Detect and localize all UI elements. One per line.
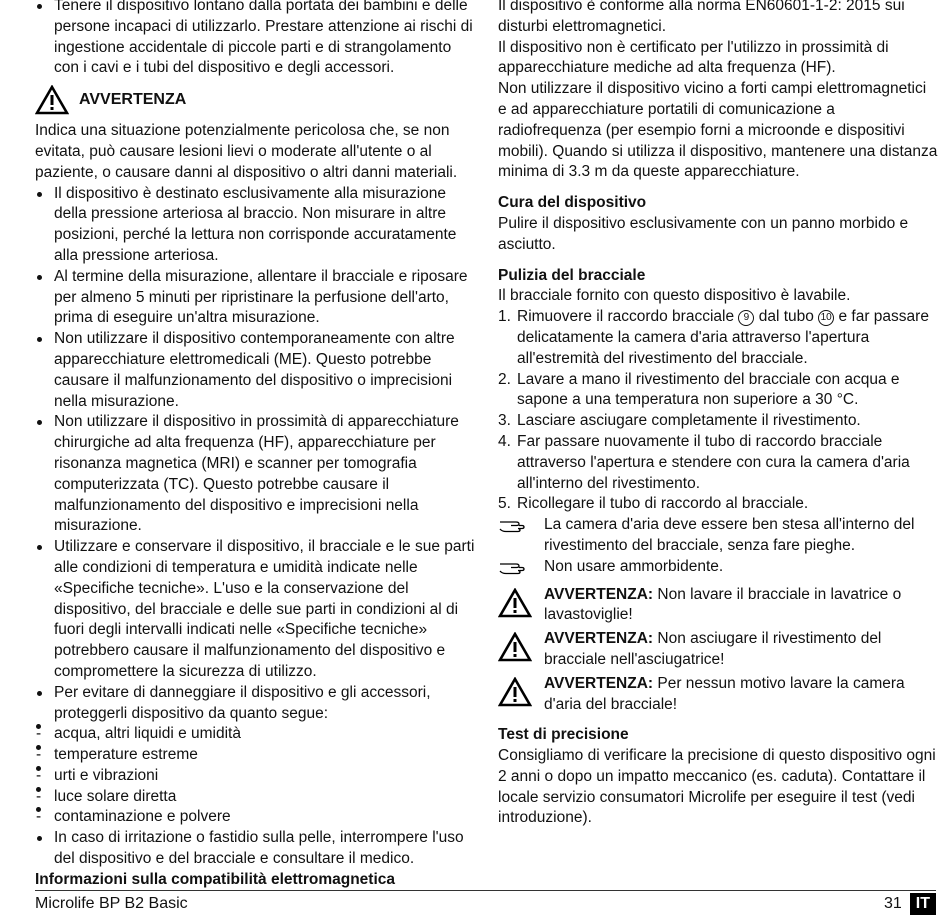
- step-text: Lasciare asciugare completamente il rivestimento.: [517, 412, 861, 430]
- care-text: Pulire il dispositivo esclusivamente con un panno morbido e asciutto.: [498, 214, 909, 253]
- warning-row: [498, 629, 938, 671]
- pointing-hand-icon: [498, 557, 544, 582]
- list-item: Non utilizzare il dispositivo contemporaneamente con altre apparecchiature elettromedicali (ME). Questo potrebbe causare il malfunzionamento del dispositivo o imprecisioni nella misurazione.: [35, 329, 475, 412]
- cuff-steps-list: [498, 307, 938, 515]
- step-text: Far passare nuovamente il tubo di raccordo bracciale attraverso l'apertura e stendere con cura la camera d'aria all'interno del rivestimento.: [517, 432, 910, 492]
- warning-title: AVVERTENZA: [79, 90, 187, 108]
- part-ref-9: 9: [738, 310, 754, 326]
- warning-row: [498, 585, 938, 627]
- note-text: La camera d'aria deve essere ben stesa all'interno del rivestimento del bracciale, senza fare pieghe.: [544, 516, 915, 554]
- warning-triangle-icon: [498, 585, 544, 625]
- warning-heading: [35, 85, 475, 115]
- warning-text: Non lavare il bracciale in lavatrice o lavastoviglie!: [544, 585, 902, 624]
- warning-label: AVVERTENZA:: [544, 630, 654, 648]
- left-column: [35, 0, 475, 891]
- note-row: [498, 557, 938, 582]
- dash-item: - luce solare diretta: [35, 787, 475, 808]
- emc-distance-paragraph: Non utilizzare il dispositivo vicino a forti campi elettromagnetici e ad apparecchiature portatili di comunicazione a radiofrequenza (per esempio forni a microonde e dispositivi mobili). Quando si utilizza il dispositivo, mantenere una distanza minima di 3.3 m da queste apparecchiature.: [498, 80, 938, 181]
- dash-item: - acqua, altri liquidi e umidità: [35, 724, 475, 745]
- test-heading: Test di precisione: [498, 726, 629, 744]
- step-text: Rimuovere il raccordo bracciale: [517, 308, 739, 326]
- note-row: [498, 515, 938, 557]
- pointing-hand-icon: [498, 515, 544, 540]
- hazard-dash-list: [35, 724, 475, 828]
- cuff-heading: Pulizia del bracciale: [498, 266, 646, 284]
- dash-item: - contaminazione e polvere: [35, 807, 475, 828]
- dash-item: - temperature estreme: [35, 745, 475, 766]
- step-number: 5.: [498, 495, 511, 513]
- part-ref-10: 10: [818, 310, 834, 326]
- page-number: 31: [883, 894, 902, 912]
- warning-text: Per nessun motivo lavare la camera d'aria del bracciale!: [544, 674, 905, 713]
- care-heading: Cura del dispositivo: [498, 194, 647, 212]
- warning-triangle-icon: [35, 85, 69, 115]
- list-item: Tenere il dispositivo lontano dalla portata dei bambini e delle persone incapaci di utilizzarlo. Prestare attenzione ai rischi di ingestione accidentale di piccole parti e di strangolamento con i cavi e i tubi del dispositivo e degli accessori.: [35, 0, 475, 79]
- list-item: Non utilizzare il dispositivo in prossimità di apparecchiature chirurgiche ad alta frequenza (HF), apparecchiature per risonanza magnetica (MRI) e scanner per tomografia computerizzata (TC). Questo potrebbe causare il malfunzionamento del dispositivo e imprecisioni nella misurazione.: [35, 412, 475, 537]
- step-text: dal tubo: [754, 308, 819, 326]
- step-text: Lavare a mano il rivestimento del bracciale con acqua e sapone a una temperatura non superiore a 30 °C.: [517, 370, 900, 409]
- footer-product-name: Microlife BP B2 Basic: [35, 895, 188, 912]
- note-text: Non usare ammorbidente.: [544, 557, 724, 575]
- list-item: Utilizzare e conservare il dispositivo, il bracciale e le sue parti alle condizioni di temperatura e umidità indicate nelle «Specifiche tecniche». L'uso e la conservazione del dispositivo, del bracciale e delle sue parti in condizioni al di fuori degli intervalli indicati nelle «Specifiche tecniche» potrebbero causare il malfunzionamento del dispositivo e compromettere la sicurezza di utilizzo.: [35, 537, 475, 683]
- step-item: [498, 307, 938, 369]
- list-item-text: Per evitare di danneggiare il dispositivo e gli accessori, proteggerli dispositivo da quanto segue:: [54, 683, 431, 722]
- warning-triangle-icon: [498, 674, 544, 714]
- step-number: 3.: [498, 412, 511, 430]
- list-item: [35, 683, 475, 829]
- step-text: e far passare delicatamente la camera d'aria attraverso l'apertura all'estremità del rivestimento del bracciale.: [517, 308, 929, 367]
- step-number: 4.: [498, 432, 511, 450]
- warning-bullet-list: [35, 184, 475, 870]
- step-text: Ricollegare il tubo di raccordo al bracciale.: [517, 495, 809, 513]
- test-text: Consigliamo di verificare la precisione di questo dispositivo ogni 2 anni o dopo un impatto meccanico (es. caduta). Contattare il locale servizio consumatori Microlife per eseguire il test (vedi introduzione).: [498, 747, 936, 827]
- footer-page-info: [884, 893, 936, 915]
- emc-cert-paragraph: Il dispositivo non è certificato per l'utilizzo in prossimità di apparecchiature mediche ad alta frequenza (HF).: [498, 38, 889, 77]
- right-column: [498, 0, 938, 829]
- warning-label: AVVERTENZA:: [544, 674, 654, 692]
- warning-triangle-icon: [498, 629, 544, 669]
- list-item: Il dispositivo è destinato esclusivamente alla misurazione della pressione arteriosa al braccio. Non misurare in altre posizioni, perché la lettura non corrisponde accuratamente alla pressione arteriosa.: [35, 184, 475, 267]
- step-item: [498, 432, 938, 494]
- emc-paragraph: Il dispositivo è conforme alla norma EN60601-1-2: 2015 sui disturbi elettromagnetici.: [498, 0, 905, 35]
- step-number: 2.: [498, 370, 511, 388]
- footer-divider: [35, 890, 936, 891]
- dash-item: - urti e vibrazioni: [35, 766, 475, 787]
- warning-text: Non asciugare il rivestimento del bracciale nell'asciugatrice!: [544, 630, 882, 668]
- list-item: In caso di irritazione o fastidio sulla pelle, interrompere l'uso del dispositivo e del bracciale e consultare il medico.: [35, 828, 475, 870]
- language-badge: IT: [910, 893, 936, 915]
- step-number: 1.: [498, 308, 511, 326]
- warning-row: [498, 674, 938, 716]
- cuff-intro: Il bracciale fornito con questo dispositivo è lavabile.: [498, 287, 851, 305]
- warning-intro: Indica una situazione potenzialmente pericolosa che, se non evitata, può causare lesioni lievi o moderate all'utente o al paziente, o causare danni al dispositivo o altri danni materiali.: [35, 122, 458, 181]
- step-item: [498, 411, 938, 432]
- emc-heading: Informazioni sulla compatibilità elettromagnetica: [35, 870, 396, 888]
- intro-bullet-list: [35, 0, 475, 79]
- list-item: Al termine della misurazione, allentare il bracciale e riposare per almeno 5 minuti per ripristinare la perfusione dell'arto, prima di eseguire un'altra misurazione.: [35, 267, 475, 329]
- warning-label: AVVERTENZA:: [544, 585, 654, 603]
- step-item: [498, 370, 938, 412]
- step-item: [498, 494, 938, 515]
